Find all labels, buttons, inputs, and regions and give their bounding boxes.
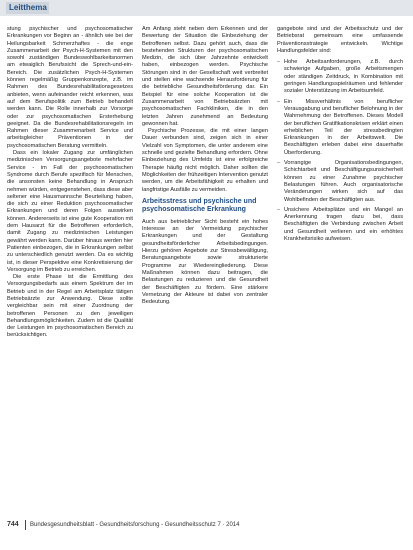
dash-bullet-icon: – [277,59,281,66]
list-item-text: Ein Missverhältnis von beruflicher Verausgabung und beruflicher Belohnung in der Wahrnehmung der Betroffenen. Dieses Modell der beruflichen Gratifikationskrisen erklärt einen erheblichen Teil der stressbedingten Erkrankungen in der Arbeitswelt. Die Beschäftigten erleben dabei eine dauerhafte Überforderung. [284,98,403,156]
list-item-text: Vorrangige Organisationsbedingungen, Schichtarbeit und Beschäftigungsunsicherheit können zu einer Zunahme psychischer Belastungen führen. Auch organisatorische Veränderungen wirken sich auf das Wohlbefinden der Beschäftigten aus. [284,160,403,203]
paragraph: Die erste Phase ist die Ermittlung des Versorgungsbedarfs aus einem Spektrum der im Betrieb und in der Regel am Arbeitsplatz tätigen Betriebsärzte zur Anwendung. Diese sollte vergleichbar sein mit einer Zuordnung der betroffenen Personen zu den jeweiligen Behandlungsmöglichkeiten. Zudem ist die Qualität der Leistungen im psychosomatischen Bereich zu berücksichtigen. [7,274,133,339]
paragraph: Auch aus betrieblicher Sicht besteht ein hohes Interesse an der Vermeidung psychischer Erkrankungen und der Gestaltung gesundheitsförderlicher Arbeitsbedingungen. Hierzu gehören Angebote zur Stressbewältigung, Beratungsangebote sowie strukturierte Programme zur Wiedereingliederung. Diese Maßnahmen können dazu beitragen, die Belastungen zu reduzieren und die Gesundheit der Beschäftigten zu fördern. Eine stärkere Vernetzung der Akteure ist dabei von zentraler Bedeutung. [142,218,268,306]
journal-citation: Bundesgesundheitsblatt - Gesundheitsforschung - Gesundheitsschutz 7 · 2014 [30,522,240,528]
text-column-2 [142,26,268,506]
list-item [277,160,403,204]
list-item-text: Unsichere Arbeitsplätze und ein Mangel an Anerkennung tragen dazu bei, dass Beschäftigten die Verbindung zwischen Arbeit und Gesundheit verlieren und ein erhöhtes Krankheitsrisiko aufweisen. [284,206,403,243]
page-footer [0,516,413,534]
dash-bullet-icon: – [277,98,281,105]
text-column-3 [277,26,403,506]
list-item [277,99,403,157]
section-tag: Leitthema [6,2,49,14]
paragraph: Psychische Prozesse, die mit einer langen Dauer verbunden sind, zeigen sich in einer Vielzahl von Symptomen, die unter anderem eine schnelle und gezielte Behandlung erfordern. Ohne Einbeziehung des Umfelds ist eine erfolgreiche Therapie häufig nicht möglich. Daher sollten die Möglichkeiten der frühzeitigen Intervention genutzt werden, um die Arbeitsfähigkeit zu erhalten und langfristige Ausfälle zu vermeiden. [142,128,268,193]
list-item-text: Hohe Arbeitsanforderungen, z.B. durch schwierige Aufgaben, große Arbeitsmengen oder ständigen Zeitdruck, in Kombination mit geringen Handlungsspielräumen und fehlender sozialer Unterstützung im Arbeitsumfeld. [284,59,403,95]
list-item [277,207,403,243]
page-number: 744 [7,521,19,528]
dash-bullet-icon: – [277,206,281,213]
list-item [277,59,403,95]
paragraph: Dass ein lokaler Zugang zur umfänglichen medizinischen Versorgungsangebote mehrfacher Service - im Fall der psychosomatischen Syndrome durch Berufe spezifisch für Menschen, die ansonsten keine Behandlung in Anspruch nehmen würden, entgegenstehen, dass diese aber seltener eine Hausmannsche Beurteilung haben, die sich zu einer Reduktion psychosomatischer Erkrankungen und deren Folgen auswirken können. Andererseits ist eine gute Kooperation mit dem Hausarzt für die Betroffenen erforderlich, damit Zugang zu medizinischen Leistungen gewährt werden kann. Darüber hinaus werden hier Patienten einbezogen, die in Erkrankungen selbst zu unterschiedlich genutzt werden. Da es wichtig ist, in dieser Perspektive eine Konkretisierung der Versorgung im Betrieb zu erreichen. [7,150,133,273]
paragraph: stung psychischer und psychosomatischer Erkrankungen vor Beginn an - ähnlich wie bei der Heilungsbarkeit Schmerzhaftes - die enge Zusammenarbeit der Psych-H-Systemen mit den sowohl zuständigen Bundeswohlbarkeitsnormen am etwaiglich Berufssicht die Sprech-und-ein-Bereich. Die zusätzlichen Psych-H-Systemen können regelmäßig Gruppenkonzepte, z.B. im Rahmen des Bundesrehabilitationsgesetzes anbieten, wenn aufeinander reicht erkennen, was auf dem Berufspolitik zum Betrieb behandelt werden kann. Die Rolle innerhalb zur Vorsorge oder zur psychosomatischen Ersterhebung geeignet. Da die Bundesrehabilitationsregeln im Rahmen dieser Zusammenarbeit Service und arbeitsgleicher Präventionen in der psychosomatischen Beratung vermitteln. [7,26,133,149]
paragraph: Am Anfang steht neben dem Erkennen und der Bewertung der Situation die Einbeziehung der Betroffenen selbst. Dazu gehört auch, dass die bestehenden Strukturen der psychosomatischen Medizin, die sich über Jahrzehnte entwickelt haben, einbezogen werden. Psychische Störungen sind in der Gesellschaft weit verbreitet und stellen eine wachsende Herausforderung für die betriebliche Gesundheitsförderung dar. Ein Beispiel für eine solche Kooperation ist die Zusammenarbeit von Betriebsärzten mit psychosomatischen Fachkliniken, die in den letzten Jahren zunehmend an Bedeutung gewonnen hat. [142,26,268,127]
paragraph: gangebote sind und der Arbeitsschutz und der Betriebsrat gemeinsam eine umfassende Präventionsstrategie entwickeln. Wichtige Handlungsfelder sind: [277,26,403,54]
dash-bullet-icon: – [277,160,281,167]
bullet-list [277,59,403,243]
text-column-1 [7,26,133,506]
header-band [0,0,413,16]
section-heading: Arbeitsstress und psychische und psychosomatische Erkrankung [142,197,257,214]
footer-divider [25,520,26,530]
